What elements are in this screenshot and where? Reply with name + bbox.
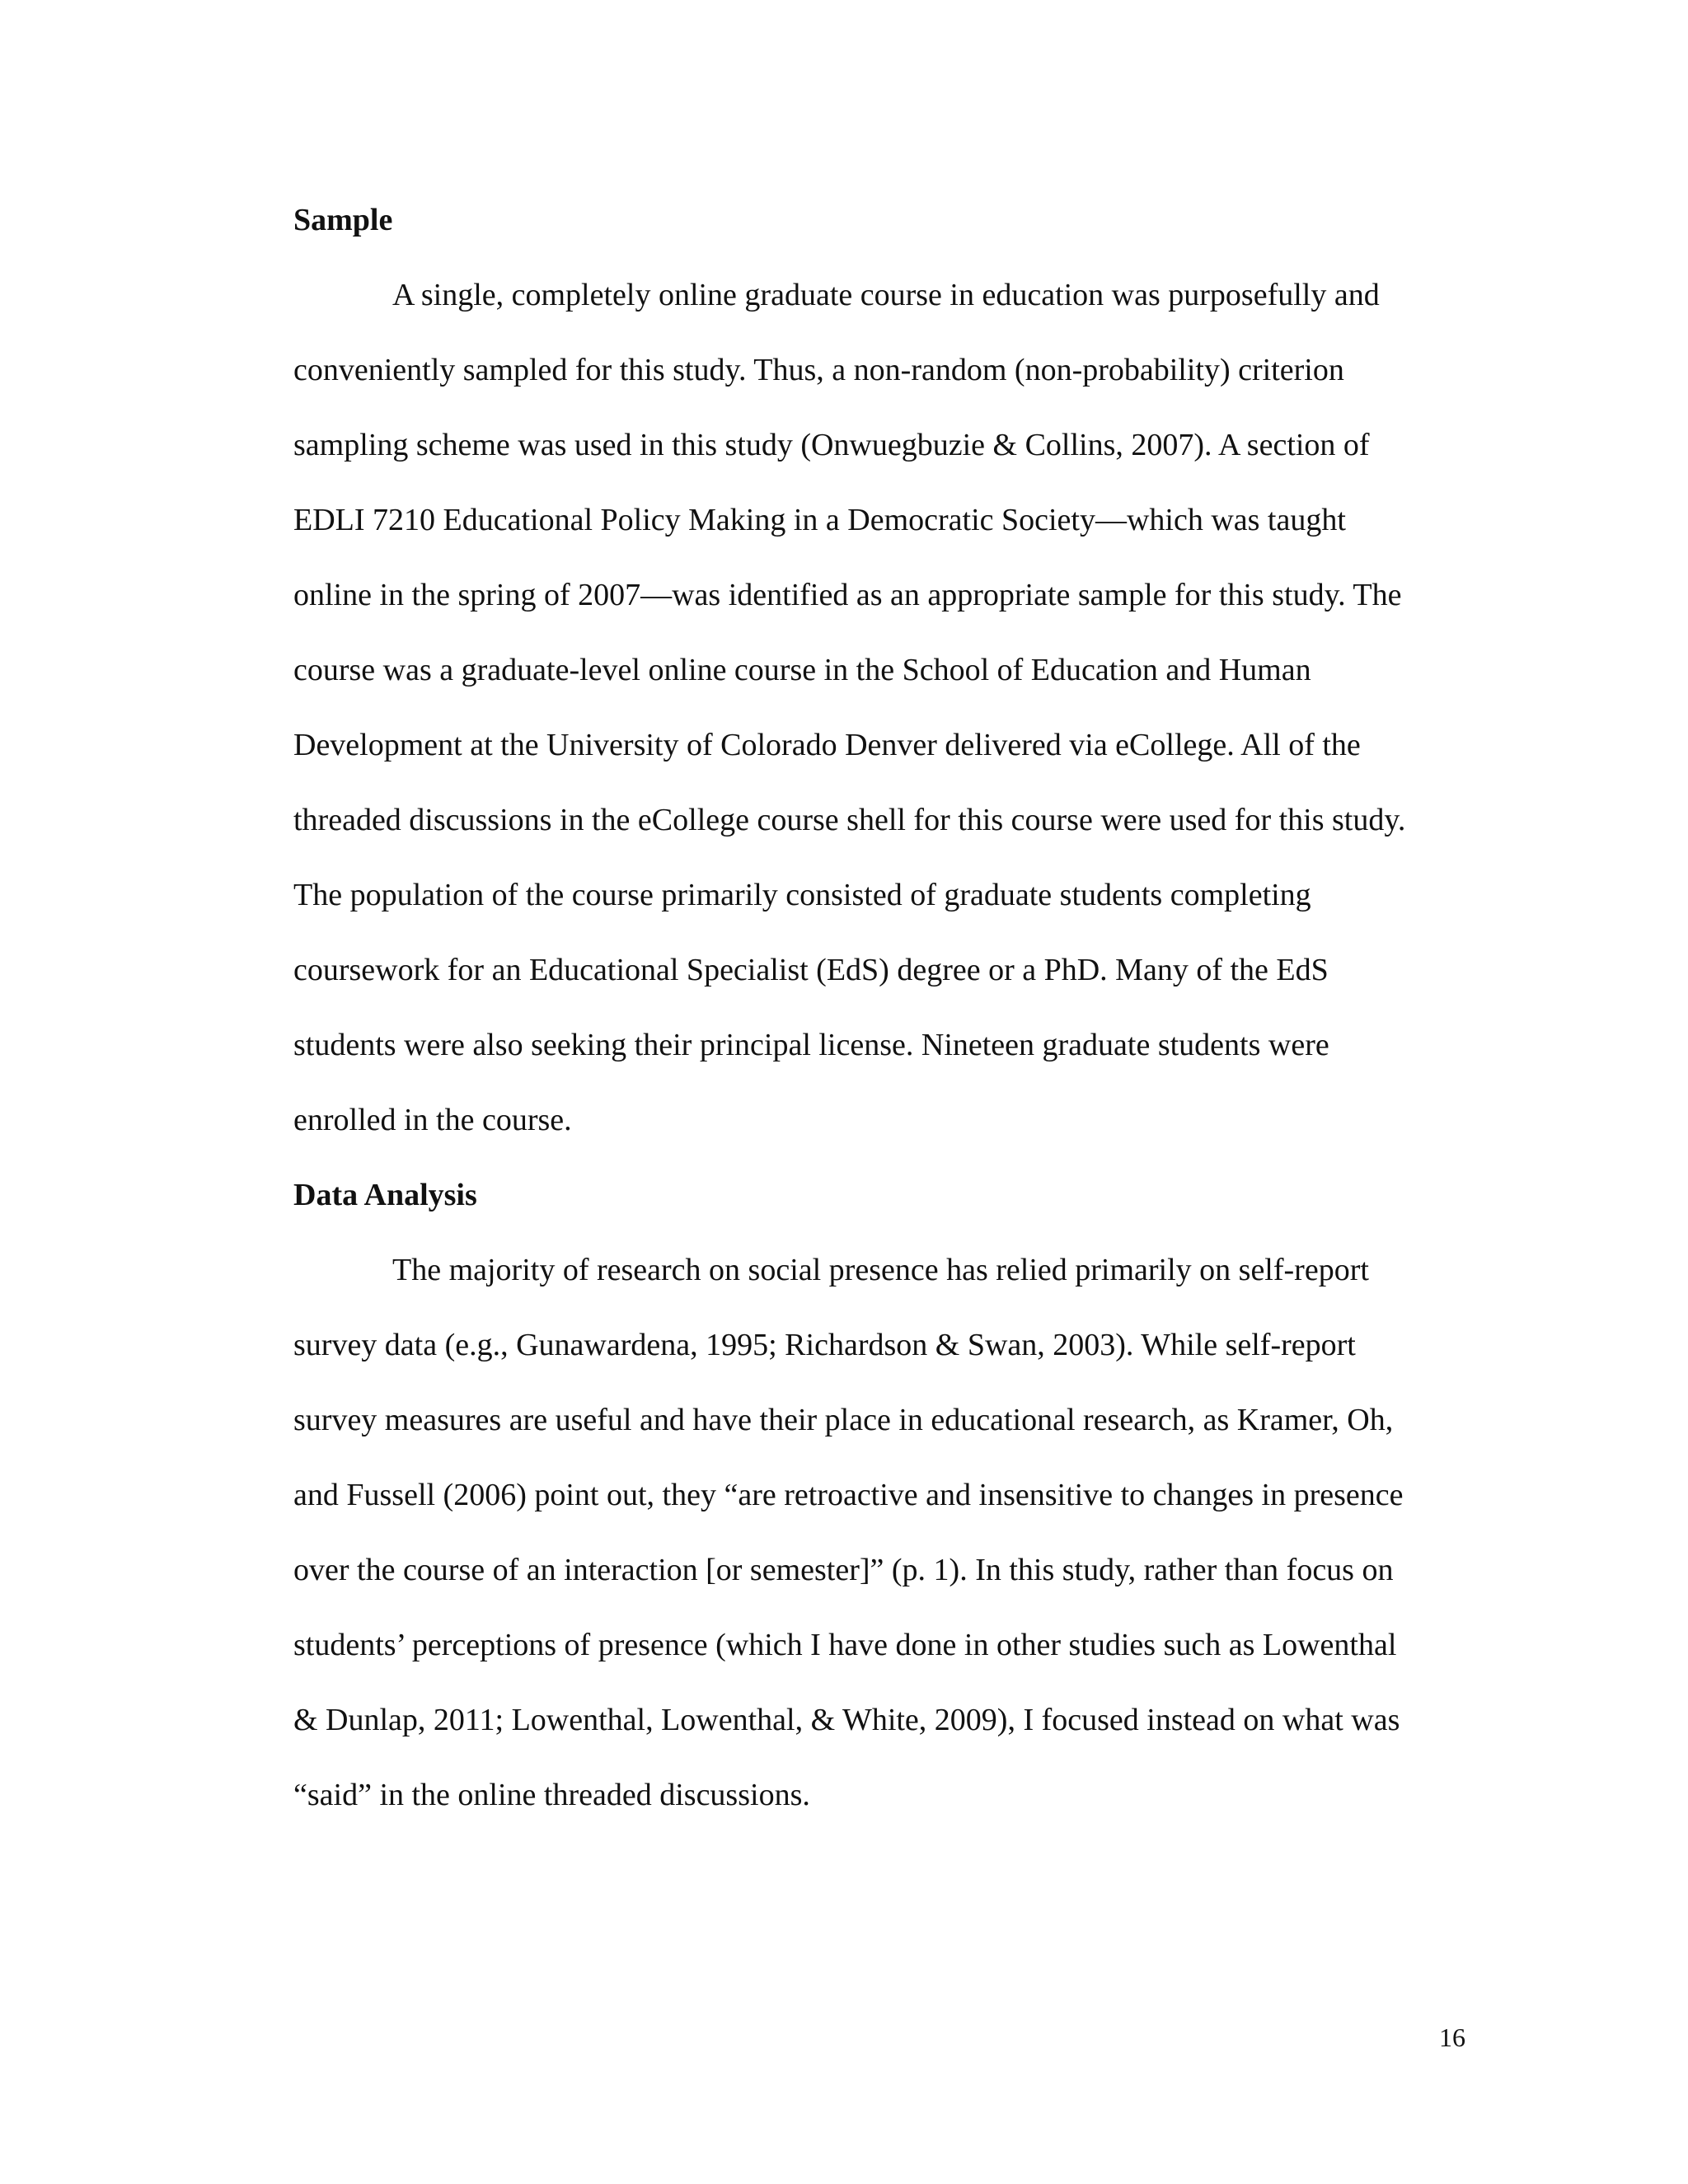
paragraph-line: over the course of an interaction [or semester]” (p. 1). In this study, rather than focus on — [293, 1553, 1394, 1587]
paragraph-line: students’ perceptions of presence (which I have done in other studies such as Lowenthal — [293, 1628, 1397, 1662]
page-number: 16 — [1439, 2022, 1465, 2052]
paragraph-line: The population of the course primarily consisted of graduate students completing — [293, 878, 1311, 912]
paragraph-line: survey data (e.g., Gunawardena, 1995; Richardson & Swan, 2003). While self-report — [293, 1328, 1356, 1362]
page-content — [293, 183, 1480, 1833]
sample-paragraph — [293, 258, 1480, 1158]
paragraph-line: enrolled in the course. — [293, 1103, 572, 1137]
paragraph-line: conveniently sampled for this study. Thus, a non-random (non-probability) criterion — [293, 353, 1344, 387]
paragraph-line: Development at the University of Colorado Denver delivered via eCollege. All of the — [293, 728, 1361, 762]
section-heading-sample: Sample — [293, 203, 393, 237]
paragraph-line: students were also seeking their principal license. Nineteen graduate students were — [293, 1028, 1329, 1062]
paragraph-line: survey measures are useful and have their place in educational research, as Kramer, Oh, — [293, 1403, 1394, 1437]
paragraph-line: threaded discussions in the eCollege course shell for this course were used for this study. — [293, 803, 1406, 837]
paragraph-line: sampling scheme was used in this study (Onwuegbuzie & Collins, 2007). A section of — [293, 428, 1370, 462]
paragraph-line: EDLI 7210 Educational Policy Making in a Democratic Society—which was taught — [293, 503, 1346, 537]
section-heading-data-analysis: Data Analysis — [293, 1178, 477, 1212]
paragraph-line: “said” in the online threaded discussions. — [293, 1778, 810, 1812]
paragraph-line: A single, completely online graduate course in education was purposefully and — [392, 278, 1380, 312]
paragraph-line: The majority of research on social presence has relied primarily on self-report — [392, 1253, 1369, 1287]
paragraph-line: online in the spring of 2007—was identified as an appropriate sample for this study. The — [293, 578, 1402, 612]
paragraph-line: coursework for an Educational Specialist (EdS) degree or a PhD. Many of the EdS — [293, 953, 1329, 987]
paragraph-line: and Fussell (2006) point out, they “are retroactive and insensitive to changes in presence — [293, 1478, 1404, 1512]
paragraph-line: course was a graduate-level online course in the School of Education and Human — [293, 653, 1311, 687]
paragraph-line: & Dunlap, 2011; Lowenthal, Lowenthal, & White, 2009), I focused instead on what was — [293, 1703, 1400, 1737]
data-analysis-paragraph — [293, 1233, 1480, 1833]
